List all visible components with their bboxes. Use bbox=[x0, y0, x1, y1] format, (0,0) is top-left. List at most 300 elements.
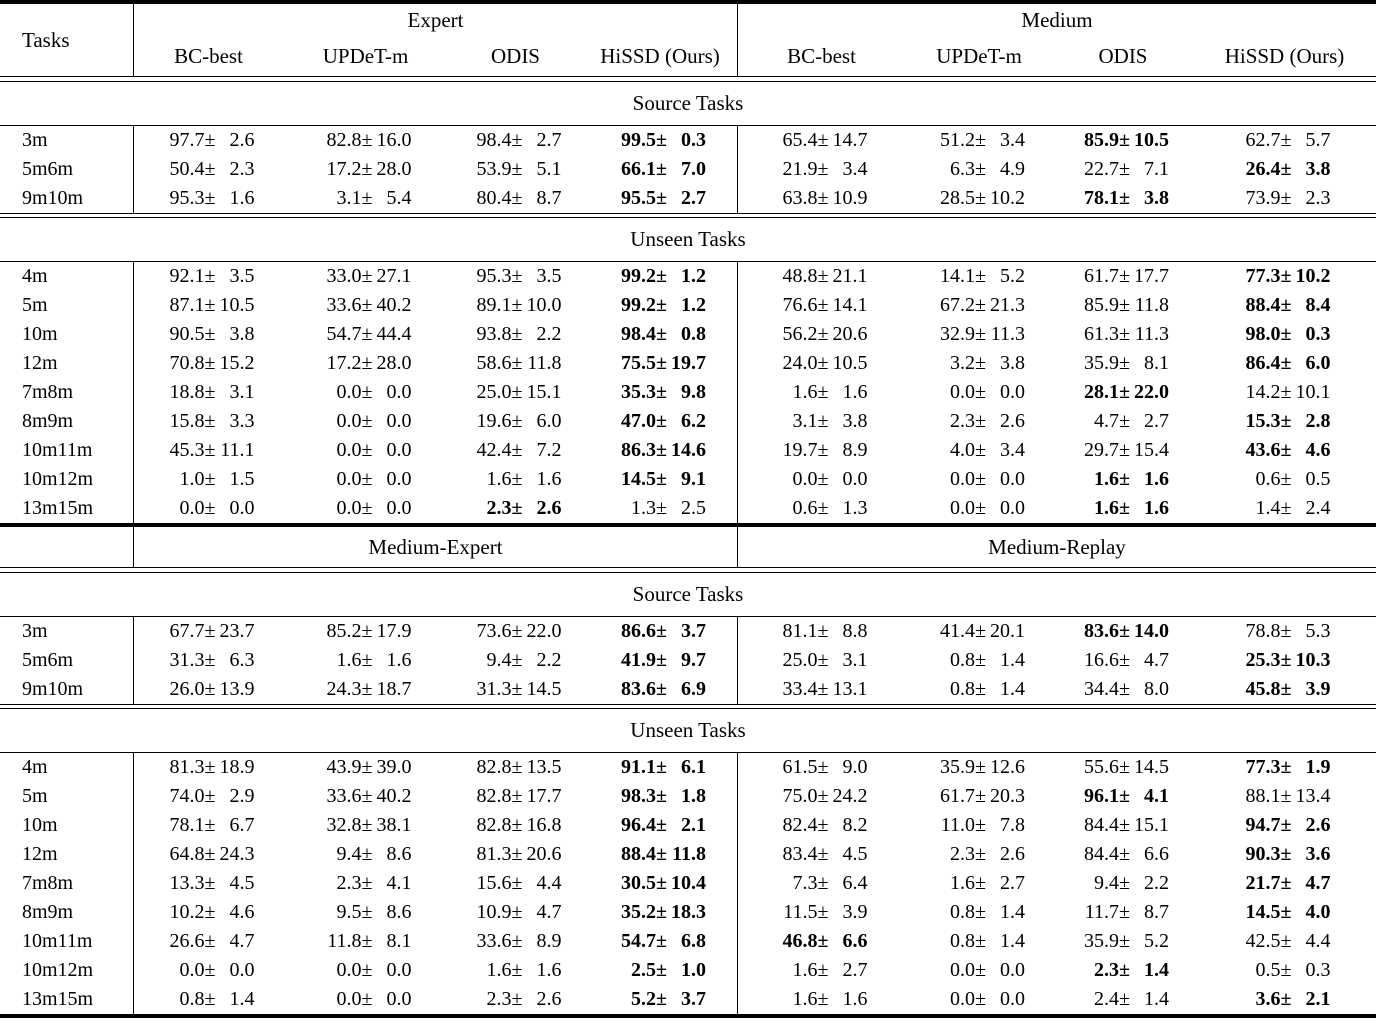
score-cell bbox=[1193, 840, 1376, 869]
plus-minus-symbol: ± bbox=[817, 294, 829, 316]
plus-minus-symbol: ± bbox=[975, 814, 986, 836]
plus-minus-symbol: ± bbox=[361, 872, 373, 894]
plus-minus-symbol: ± bbox=[1280, 959, 1292, 981]
plus-minus-symbol: ± bbox=[1280, 294, 1292, 316]
score-cell bbox=[133, 349, 283, 378]
score-value: 0.0 bbox=[336, 959, 362, 981]
score-std: 14.0 bbox=[1133, 619, 1169, 642]
score-std: 11.3 bbox=[990, 323, 1025, 345]
score-cell bbox=[448, 898, 583, 927]
score-cell bbox=[905, 155, 1053, 184]
score-std: 13.1 bbox=[832, 677, 868, 700]
plus-minus-symbol: ± bbox=[361, 785, 373, 807]
score-value: 33.6 bbox=[326, 785, 362, 807]
score-std: 11.8 bbox=[527, 352, 562, 374]
score-cell bbox=[1193, 378, 1376, 407]
plus-minus-symbol: ± bbox=[975, 785, 986, 807]
table-row bbox=[0, 811, 1376, 840]
score-cell bbox=[283, 155, 448, 184]
score-cell bbox=[1053, 840, 1193, 869]
score-value: 32.9 bbox=[940, 323, 975, 345]
score-std: 3.8 bbox=[1143, 186, 1169, 209]
plus-minus-symbol: ± bbox=[361, 439, 373, 461]
score-value: 17.2 bbox=[326, 157, 362, 180]
score-cell bbox=[133, 262, 283, 291]
score-value: 0.8 bbox=[950, 648, 975, 671]
score-value: 85.9 bbox=[1084, 128, 1119, 151]
score-value: 10.9 bbox=[476, 901, 512, 923]
score-value: 85.2 bbox=[326, 619, 362, 642]
score-std: 1.6 bbox=[842, 988, 868, 1010]
plus-minus-symbol: ± bbox=[361, 619, 373, 642]
score-cell bbox=[448, 184, 583, 213]
plus-minus-symbol: ± bbox=[361, 814, 373, 836]
score-cell bbox=[283, 126, 448, 155]
score-cell bbox=[583, 465, 737, 494]
score-cell bbox=[448, 378, 583, 407]
score-value: 25.3 bbox=[1245, 648, 1281, 671]
plus-minus-symbol: ± bbox=[1119, 619, 1130, 642]
plus-minus-symbol: ± bbox=[975, 843, 986, 865]
score-std: 0.3 bbox=[1305, 959, 1331, 981]
plus-minus-symbol: ± bbox=[1119, 468, 1130, 490]
score-std: 2.1 bbox=[1305, 988, 1331, 1010]
score-std: 10.2 bbox=[989, 186, 1025, 209]
plus-minus-symbol: ± bbox=[361, 959, 373, 981]
score-std: 5.7 bbox=[1305, 128, 1331, 151]
score-value: 1.3 bbox=[631, 497, 656, 519]
score-cell bbox=[737, 291, 905, 320]
score-value: 0.0 bbox=[336, 988, 362, 1010]
plus-minus-symbol: ± bbox=[656, 323, 667, 345]
score-cell bbox=[283, 378, 448, 407]
score-cell bbox=[133, 126, 283, 155]
score-std: 17.7 bbox=[526, 785, 562, 807]
plus-minus-symbol: ± bbox=[1119, 497, 1130, 519]
score-std: 3.4 bbox=[842, 157, 868, 180]
score-cell bbox=[1193, 407, 1376, 436]
score-value: 2.5 bbox=[631, 959, 656, 981]
score-cell bbox=[737, 617, 905, 646]
score-cell bbox=[737, 349, 905, 378]
score-std: 15.1 bbox=[526, 381, 562, 403]
score-value: 86.4 bbox=[1245, 352, 1281, 374]
table-row bbox=[0, 898, 1376, 927]
dataset-group-header: Medium-Expert bbox=[133, 527, 737, 567]
score-cell bbox=[583, 349, 737, 378]
plus-minus-symbol: ± bbox=[656, 930, 667, 952]
score-std: 8.4 bbox=[1305, 294, 1331, 316]
task-label: 3m bbox=[22, 128, 48, 151]
score-std: 4.5 bbox=[842, 843, 868, 865]
score-value: 1.6 bbox=[950, 872, 975, 894]
table-row bbox=[0, 126, 1376, 155]
score-cell bbox=[905, 349, 1053, 378]
score-std: 3.4 bbox=[999, 128, 1025, 151]
score-value: 96.4 bbox=[621, 814, 656, 836]
plus-minus-symbol: ± bbox=[975, 959, 986, 981]
score-value: 0.0 bbox=[179, 497, 205, 519]
score-value: 1.6 bbox=[1094, 468, 1119, 490]
plus-minus-symbol: ± bbox=[511, 814, 523, 836]
score-value: 14.5 bbox=[621, 468, 656, 490]
method-column-header: HiSSD (Ours) bbox=[600, 43, 720, 68]
score-value: 53.9 bbox=[476, 157, 512, 180]
score-std: 8.0 bbox=[1143, 677, 1169, 700]
score-std: 20.1 bbox=[989, 619, 1025, 642]
score-std: 1.8 bbox=[680, 785, 706, 807]
plus-minus-symbol: ± bbox=[361, 410, 373, 432]
score-cell bbox=[583, 320, 737, 349]
score-value: 26.6 bbox=[169, 930, 205, 952]
score-value: 28.1 bbox=[1084, 381, 1119, 403]
plus-minus-symbol: ± bbox=[1280, 785, 1292, 807]
plus-minus-symbol: ± bbox=[817, 814, 829, 836]
score-cell bbox=[583, 155, 737, 184]
score-cell bbox=[1193, 617, 1376, 646]
score-value: 0.0 bbox=[336, 468, 362, 490]
score-std: 18.9 bbox=[219, 756, 255, 778]
score-cell bbox=[133, 465, 283, 494]
score-value: 0.5 bbox=[1255, 959, 1281, 981]
score-cell bbox=[1053, 291, 1193, 320]
score-cell bbox=[1193, 753, 1376, 782]
score-std: 28.0 bbox=[376, 352, 412, 374]
score-cell bbox=[583, 840, 737, 869]
score-value: 83.6 bbox=[621, 677, 656, 700]
plus-minus-symbol: ± bbox=[1119, 128, 1130, 151]
score-cell bbox=[583, 291, 737, 320]
plus-minus-symbol: ± bbox=[817, 648, 829, 671]
plus-minus-symbol: ± bbox=[511, 930, 523, 952]
score-std: 17.7 bbox=[1133, 265, 1169, 287]
plus-minus-symbol: ± bbox=[817, 756, 829, 778]
score-std: 20.6 bbox=[832, 323, 868, 345]
section-title: Source Tasks bbox=[632, 581, 744, 606]
score-cell bbox=[133, 291, 283, 320]
score-std: 2.9 bbox=[229, 785, 255, 807]
score-std: 2.6 bbox=[999, 843, 1025, 865]
score-std: 14.5 bbox=[526, 677, 562, 700]
score-cell bbox=[283, 349, 448, 378]
plus-minus-symbol: ± bbox=[204, 901, 216, 923]
table-row bbox=[0, 675, 1376, 704]
score-cell bbox=[583, 753, 737, 782]
score-std: 3.4 bbox=[999, 439, 1025, 461]
plus-minus-symbol: ± bbox=[817, 988, 829, 1010]
plus-minus-symbol: ± bbox=[817, 930, 829, 952]
score-cell bbox=[1193, 320, 1376, 349]
plus-minus-symbol: ± bbox=[511, 959, 523, 981]
score-cell bbox=[905, 617, 1053, 646]
score-cell bbox=[583, 407, 737, 436]
score-std: 0.5 bbox=[1305, 468, 1331, 490]
score-cell bbox=[905, 927, 1053, 956]
task-label: 3m bbox=[22, 619, 48, 642]
plus-minus-symbol: ± bbox=[1280, 677, 1292, 700]
plus-minus-symbol: ± bbox=[361, 294, 373, 316]
score-value: 73.9 bbox=[1245, 186, 1281, 209]
score-std: 10.9 bbox=[832, 186, 868, 209]
score-cell bbox=[1193, 646, 1376, 675]
plus-minus-symbol: ± bbox=[1280, 648, 1292, 671]
task-label: 13m15m bbox=[22, 988, 94, 1010]
table-row bbox=[0, 869, 1376, 898]
score-value: 88.1 bbox=[1245, 785, 1281, 807]
score-cell bbox=[1053, 407, 1193, 436]
score-cell bbox=[737, 927, 905, 956]
score-cell bbox=[448, 753, 583, 782]
score-cell bbox=[905, 436, 1053, 465]
plus-minus-symbol: ± bbox=[204, 468, 216, 490]
plus-minus-symbol: ± bbox=[511, 128, 523, 151]
dataset-group-header: Medium bbox=[737, 4, 1376, 36]
plus-minus-symbol: ± bbox=[361, 930, 373, 952]
plus-minus-symbol: ± bbox=[817, 381, 829, 403]
score-value: 54.7 bbox=[326, 323, 362, 345]
score-std: 4.5 bbox=[229, 872, 255, 894]
score-cell bbox=[283, 927, 448, 956]
score-std: 0.0 bbox=[999, 381, 1025, 403]
score-std: 13.9 bbox=[219, 677, 255, 700]
score-value: 19.6 bbox=[476, 410, 512, 432]
plus-minus-symbol: ± bbox=[656, 901, 667, 923]
score-std: 1.4 bbox=[999, 677, 1025, 700]
table-row bbox=[0, 617, 1376, 646]
score-cell bbox=[1053, 782, 1193, 811]
score-std: 19.7 bbox=[670, 352, 706, 374]
score-value: 70.8 bbox=[169, 352, 205, 374]
score-value: 31.3 bbox=[476, 677, 512, 700]
plus-minus-symbol: ± bbox=[361, 648, 373, 671]
score-cell bbox=[1053, 184, 1193, 213]
score-cell bbox=[448, 927, 583, 956]
score-cell bbox=[448, 617, 583, 646]
score-cell bbox=[448, 291, 583, 320]
score-cell bbox=[583, 675, 737, 704]
score-value: 43.6 bbox=[1245, 439, 1281, 461]
plus-minus-symbol: ± bbox=[975, 497, 986, 519]
score-cell bbox=[1193, 985, 1376, 1014]
score-cell bbox=[283, 291, 448, 320]
method-column-header: UPDeT-m bbox=[322, 43, 409, 68]
score-value: 19.7 bbox=[782, 439, 818, 461]
score-std: 2.8 bbox=[1305, 410, 1331, 432]
score-cell bbox=[737, 126, 905, 155]
score-std: 28.0 bbox=[376, 157, 412, 180]
score-std: 11.8 bbox=[1134, 294, 1169, 316]
score-std: 4.4 bbox=[1305, 930, 1331, 952]
score-cell bbox=[1193, 782, 1376, 811]
score-std: 0.0 bbox=[999, 959, 1025, 981]
plus-minus-symbol: ± bbox=[361, 128, 373, 151]
score-cell bbox=[905, 811, 1053, 840]
score-std: 7.1 bbox=[1143, 157, 1169, 180]
score-std: 8.7 bbox=[1143, 901, 1169, 923]
score-std: 5.4 bbox=[386, 186, 412, 209]
score-std: 38.1 bbox=[376, 814, 412, 836]
plus-minus-symbol: ± bbox=[1119, 186, 1130, 209]
score-std: 0.0 bbox=[386, 988, 412, 1010]
score-value: 14.1 bbox=[940, 265, 975, 287]
score-value: 94.7 bbox=[1245, 814, 1281, 836]
plus-minus-symbol: ± bbox=[204, 157, 216, 180]
score-value: 0.0 bbox=[950, 381, 975, 403]
score-cell bbox=[737, 378, 905, 407]
score-cell bbox=[448, 436, 583, 465]
score-cell bbox=[1053, 494, 1193, 523]
score-cell bbox=[283, 782, 448, 811]
score-std: 0.0 bbox=[229, 959, 255, 981]
score-value: 0.6 bbox=[1255, 468, 1281, 490]
plus-minus-symbol: ± bbox=[817, 410, 829, 432]
score-std: 16.8 bbox=[526, 814, 562, 836]
score-value: 80.4 bbox=[476, 186, 512, 209]
plus-minus-symbol: ± bbox=[817, 619, 829, 642]
score-cell bbox=[583, 494, 737, 523]
score-value: 85.9 bbox=[1084, 294, 1119, 316]
score-cell bbox=[1053, 869, 1193, 898]
score-value: 86.6 bbox=[621, 619, 656, 642]
score-value: 62.7 bbox=[1245, 128, 1281, 151]
score-cell bbox=[133, 985, 283, 1014]
score-value: 25.0 bbox=[476, 381, 512, 403]
score-cell bbox=[133, 840, 283, 869]
score-value: 48.8 bbox=[782, 265, 818, 287]
score-value: 33.6 bbox=[326, 294, 362, 316]
score-std: 4.7 bbox=[536, 901, 562, 923]
score-std: 21.1 bbox=[832, 265, 868, 287]
plus-minus-symbol: ± bbox=[1280, 323, 1292, 345]
plus-minus-symbol: ± bbox=[204, 677, 216, 700]
task-label: 13m15m bbox=[22, 497, 94, 519]
score-std: 8.8 bbox=[842, 619, 868, 642]
score-std: 1.4 bbox=[999, 901, 1025, 923]
score-value: 25.0 bbox=[782, 648, 818, 671]
score-cell bbox=[737, 898, 905, 927]
method-column-header: BC-best bbox=[737, 36, 905, 76]
score-cell bbox=[133, 320, 283, 349]
score-value: 92.1 bbox=[169, 265, 205, 287]
score-value: 82.8 bbox=[476, 756, 512, 778]
score-std: 6.1 bbox=[680, 756, 706, 778]
task-label: 5m6m bbox=[22, 157, 74, 180]
score-value: 77.3 bbox=[1245, 756, 1281, 778]
task-label: 7m8m bbox=[22, 381, 74, 403]
score-cell bbox=[283, 898, 448, 927]
score-cell bbox=[1193, 927, 1376, 956]
score-cell bbox=[1193, 349, 1376, 378]
table-header-second bbox=[0, 527, 1376, 567]
score-std: 14.6 bbox=[670, 439, 706, 461]
score-value: 24.3 bbox=[326, 677, 362, 700]
score-value: 90.3 bbox=[1245, 843, 1281, 865]
score-cell bbox=[133, 646, 283, 675]
plus-minus-symbol: ± bbox=[204, 381, 216, 403]
score-cell bbox=[583, 811, 737, 840]
score-std: 7.0 bbox=[680, 157, 706, 180]
score-std: 1.2 bbox=[680, 294, 706, 316]
plus-minus-symbol: ± bbox=[817, 352, 829, 374]
table-row bbox=[0, 646, 1376, 675]
score-value: 78.1 bbox=[1084, 186, 1119, 209]
plus-minus-symbol: ± bbox=[204, 352, 216, 374]
score-cell bbox=[1193, 811, 1376, 840]
score-value: 33.6 bbox=[476, 930, 512, 952]
score-value: 1.6 bbox=[792, 959, 818, 981]
plus-minus-symbol: ± bbox=[656, 265, 667, 287]
score-std: 24.2 bbox=[832, 785, 868, 807]
score-value: 29.7 bbox=[1084, 439, 1119, 461]
score-value: 98.0 bbox=[1245, 323, 1281, 345]
score-cell bbox=[905, 291, 1053, 320]
plus-minus-symbol: ± bbox=[204, 294, 216, 316]
score-value: 86.3 bbox=[621, 439, 656, 461]
score-value: 54.7 bbox=[621, 930, 656, 952]
score-value: 9.4 bbox=[486, 648, 512, 671]
plus-minus-symbol: ± bbox=[1119, 677, 1130, 700]
score-cell bbox=[133, 956, 283, 985]
score-std: 0.0 bbox=[386, 497, 412, 519]
table-row bbox=[0, 155, 1376, 184]
score-std: 5.3 bbox=[1305, 619, 1331, 642]
score-value: 95.3 bbox=[169, 186, 205, 209]
table-row bbox=[0, 956, 1376, 985]
plus-minus-symbol: ± bbox=[817, 265, 829, 287]
plus-minus-symbol: ± bbox=[511, 843, 523, 865]
score-value: 3.6 bbox=[1255, 988, 1281, 1010]
score-value: 82.8 bbox=[476, 785, 512, 807]
score-value: 63.8 bbox=[782, 186, 818, 209]
score-std: 1.6 bbox=[1143, 497, 1169, 519]
score-std: 0.0 bbox=[999, 468, 1025, 490]
score-value: 14.5 bbox=[1245, 901, 1281, 923]
score-std: 0.0 bbox=[842, 468, 868, 490]
plus-minus-symbol: ± bbox=[817, 959, 829, 981]
score-value: 11.5 bbox=[783, 901, 818, 923]
score-cell bbox=[1193, 956, 1376, 985]
plus-minus-symbol: ± bbox=[1119, 756, 1130, 778]
table-row bbox=[0, 985, 1376, 1014]
score-std: 13.4 bbox=[1295, 785, 1331, 807]
score-value: 81.3 bbox=[476, 843, 512, 865]
score-cell bbox=[448, 349, 583, 378]
score-value: 4.7 bbox=[1094, 410, 1119, 432]
score-std: 0.0 bbox=[386, 410, 412, 432]
plus-minus-symbol: ± bbox=[1119, 785, 1130, 807]
score-cell bbox=[1193, 184, 1376, 213]
score-cell bbox=[583, 646, 737, 675]
score-std: 6.6 bbox=[1143, 843, 1169, 865]
score-std: 44.4 bbox=[376, 323, 412, 345]
plus-minus-symbol: ± bbox=[511, 872, 523, 894]
score-value: 0.0 bbox=[950, 468, 975, 490]
score-value: 9.4 bbox=[336, 843, 362, 865]
score-value: 61.7 bbox=[1084, 265, 1119, 287]
score-std: 2.1 bbox=[680, 814, 706, 836]
score-cell bbox=[583, 184, 737, 213]
score-value: 11.8 bbox=[327, 930, 362, 952]
plus-minus-symbol: ± bbox=[656, 814, 667, 836]
score-value: 42.4 bbox=[476, 439, 512, 461]
score-cell bbox=[448, 320, 583, 349]
score-std: 1.4 bbox=[1143, 959, 1169, 981]
table-row bbox=[0, 262, 1376, 291]
score-value: 0.6 bbox=[792, 497, 818, 519]
score-value: 18.8 bbox=[169, 381, 205, 403]
score-value: 84.4 bbox=[1084, 814, 1119, 836]
score-std: 3.8 bbox=[229, 323, 255, 345]
